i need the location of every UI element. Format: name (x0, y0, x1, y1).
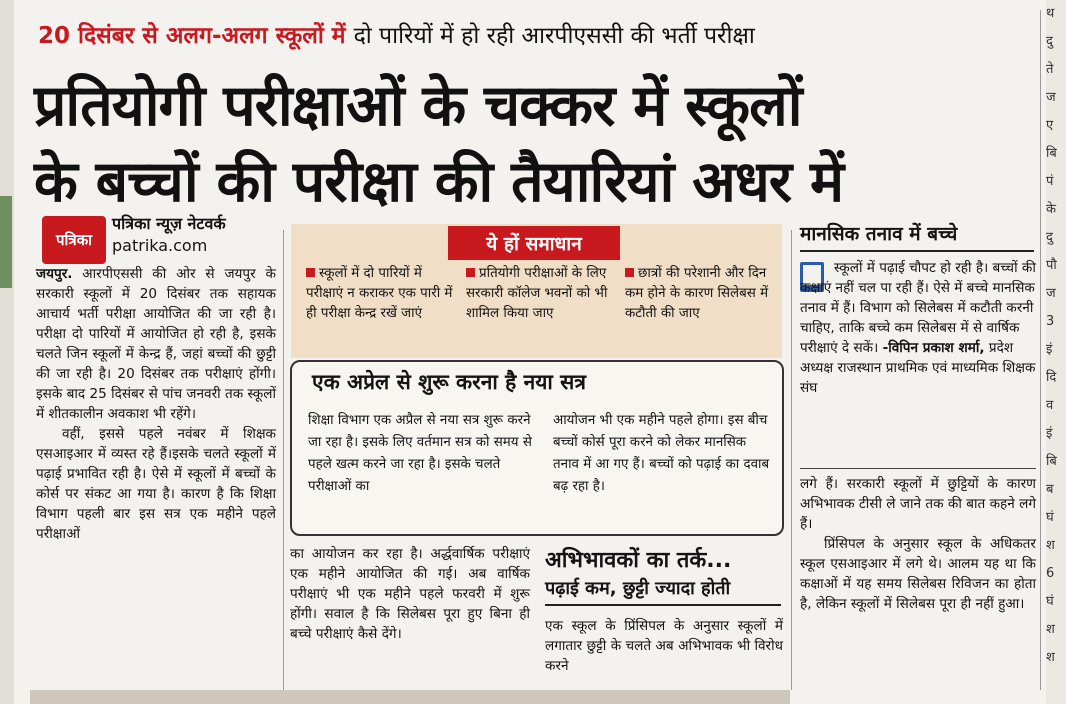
column-rule (1040, 10, 1041, 690)
edge-fragment: थ (1046, 6, 1055, 21)
kicker-highlight: 20 दिसंबर से अलग-अलग स्कूलों में (38, 23, 346, 49)
dateline-city: जयपुर. (36, 266, 73, 282)
session-text-col-2: आयोजन भी एक महीने पहले होगा। इस बीच बच्चों कोर्स पूरा करने को लेकर मानसिक तनाव में आ गए हैं। बच्चों को पढ़ाई का दवाब बढ़ रहा है। (553, 413, 770, 494)
byline-network: पत्रिका न्यूज़ नेटवर्क (112, 214, 226, 233)
edge-fragment: बि (1046, 146, 1057, 161)
solutions-heading: ये हों समाधान (448, 226, 620, 260)
edge-fragment: ज (1046, 90, 1056, 105)
edge-fragment: के (1046, 202, 1056, 217)
headline-line-2: के बच्चों की परीक्षा की तैयारियां अधर में (34, 149, 844, 215)
edge-fragment: 6 (1046, 566, 1055, 581)
article-paragraph-1 (36, 264, 276, 424)
stress-quote-text: स्कूलों में पढ़ाई चौपट हो रही है। बच्चों की कक्षाएं नहीं चल पा रही हैं। ऐसे में बच्चे मानसिक तनाव में हैं। विभाग को सिलेबस में कटौती करनी चाहिए, ताकि बच्चे कम सिलेबस में से वार्षिक परीक्षाएं दे सकें। (800, 260, 1036, 356)
edge-fragment: दु (1046, 34, 1053, 49)
solution-item-2 (466, 264, 614, 324)
article-column-2: का आयोजन कर रहा है। अर्द्धवार्षिक परीक्षाएं एक महीने आयोजित की गई। अब वार्षिक परीक्षाएं भी एक महीने पहले फरवरी में शुरू होंगी। सवाल है कि सिलेबस पूरा हुए बिना ही बच्चे परीक्षाएं कैसे देंगे। (290, 546, 530, 642)
column-rule (283, 230, 284, 690)
stress-heading: मानसिक तनाव में बच्चे (800, 223, 958, 245)
argument-divider (545, 604, 781, 606)
solution-text-1: स्कूलों में दो पारियों में परीक्षाएं न कराकर एक पारी में ही परीक्षा केन्द्र रखें जाएं (306, 266, 453, 321)
column-rule (791, 230, 792, 690)
article-text-1: आरपीएससी की ओर से जयपुर के सरकारी स्कूलों में 20 दिसंबर तक सहायक आचार्य भर्ती परीक्षा आयोजित की जा रही है। परीक्षा दो पारियों में आयोजित हो रही है, इसके चलते जिन स्कूलों में केन्द्र हैं, जहां बच्चों की छुट्टी की जा रही है। 20 दिसंबर तक परीक्षाएं होंगी। इसके बाद 25 दिसंबर से पांच जनवरी तक स्कूलों में शीतकालीन अवकाश भी रहेंगे। (36, 266, 276, 422)
argument-heading: अभिभावकों का तर्क... (545, 548, 732, 573)
article-column-1 (36, 264, 276, 544)
page-left-edge (0, 0, 14, 704)
patrika-logo: पत्रिका (42, 216, 106, 264)
edge-fragment: दि (1046, 370, 1057, 385)
bullet-square-icon (306, 268, 315, 277)
edge-fragment: ब (1046, 482, 1054, 497)
edge-fragment: ए (1046, 118, 1054, 133)
solution-item-1 (306, 264, 456, 324)
argument-body: एक स्कूल के प्रिंसिपल के अनुसार स्कूलों में लगातार छुट्टी के चलते अब अभिभावक भी विरोध करने (545, 618, 783, 674)
stress-quote (800, 258, 1036, 398)
edge-fragment: घं (1046, 594, 1054, 609)
edge-fragment: पौ (1046, 258, 1057, 273)
edge-fragment: श (1046, 622, 1055, 637)
edge-fragment: 3 (1046, 314, 1055, 329)
adjacent-article-strip (1046, 0, 1066, 704)
edge-fragment: श (1046, 650, 1055, 665)
edge-fragment: श (1046, 538, 1055, 553)
edge-fragment: इं (1046, 342, 1053, 357)
article-column-3 (800, 474, 1036, 614)
argument-subheading: पढ़ाई कम, छुट्टी ज्यादा होती (545, 578, 731, 599)
solution-item-3 (625, 264, 770, 324)
edge-fragment: व (1046, 398, 1054, 413)
quote-author: -विपिन प्रकाश शर्मा, (882, 340, 985, 356)
headline-line-1: प्रतियोगी परीक्षाओं के चक्कर में स्कूलों (34, 73, 802, 139)
session-heading: एक अप्रेल से शुरू करना है नया सत्र (312, 370, 586, 394)
adjacent-photo-fragment (0, 196, 12, 288)
session-text-col-1: शिक्षा विभाग एक अप्रैल से नया सत्र शुरू करने जा रहा है। इसके लिए वर्तमान सत्र को समय से पहले खत्म करने जा रहा है। इसके चलते परीक्षाओं का (308, 413, 532, 494)
solution-text-2: प्रतियोगी परीक्षाओं के लिए सरकारी कॉलेज भवनों को भी शामिल किया जाए (466, 266, 608, 321)
edge-fragment: पं (1046, 174, 1054, 189)
edge-fragment: ज (1046, 286, 1056, 301)
kicker (38, 18, 755, 50)
article-paragraph-2: वहीं, इससे पहले नवंबर में शिक्षक एसआइआर में व्यस्त रहे हैं।इसके चलते स्कूलों में पढ़ाई प्रभावित रही है। ऐसे में स्कूलों में बच्चों के कोर्स पर संकट आ गया है। कारण है कि शिक्षा विभाग पहली बार इस सत्र एक महीने पहले परीक्षाओं (36, 426, 276, 542)
edge-fragment: दु (1046, 230, 1053, 245)
edge-fragment: घं (1046, 510, 1054, 525)
edge-fragment: इं (1046, 426, 1053, 441)
byline-site: patrika.com (112, 236, 208, 255)
edge-fragment: ते (1046, 62, 1054, 77)
bullet-square-icon (466, 268, 475, 277)
stress-divider (800, 250, 1034, 252)
cut-off-next-headline (30, 690, 790, 704)
quote-author-designation: प्रदेश अध्यक्ष राजस्थान प्राथमिक एवं माध्यमिक शिक्षक संघ (800, 340, 1036, 396)
edge-fragment: बि (1046, 454, 1057, 469)
kicker-text: दो पारियों में हो रही आरपीएससी की भर्ती परीक्षा (353, 23, 755, 49)
article-paragraph-right-2: प्रिंसिपल के अनुसार स्कूल के अधिकतर स्कूल एसआइआर में लगे थे। आलम यह था कि कक्षाओं में यह समय सिलेबस रिविजन का होता है, लेकिन स्कूलों में सिलेबस पूरा ही नहीं हुआ। (800, 536, 1036, 612)
article-paragraph-right-1: लगे हैं। सरकारी स्कूलों में छुट्टियों के कारण अभिभावक टीसी ले जाने तक की बात कहने लगे हैं। (800, 476, 1036, 532)
bullet-square-icon (625, 268, 634, 277)
stress-bottom-rule (800, 468, 1036, 469)
solution-text-3: छात्रों की परेशानी और दिन कम होने के कारण सिलेबस में कटौती की जाए (625, 266, 769, 321)
